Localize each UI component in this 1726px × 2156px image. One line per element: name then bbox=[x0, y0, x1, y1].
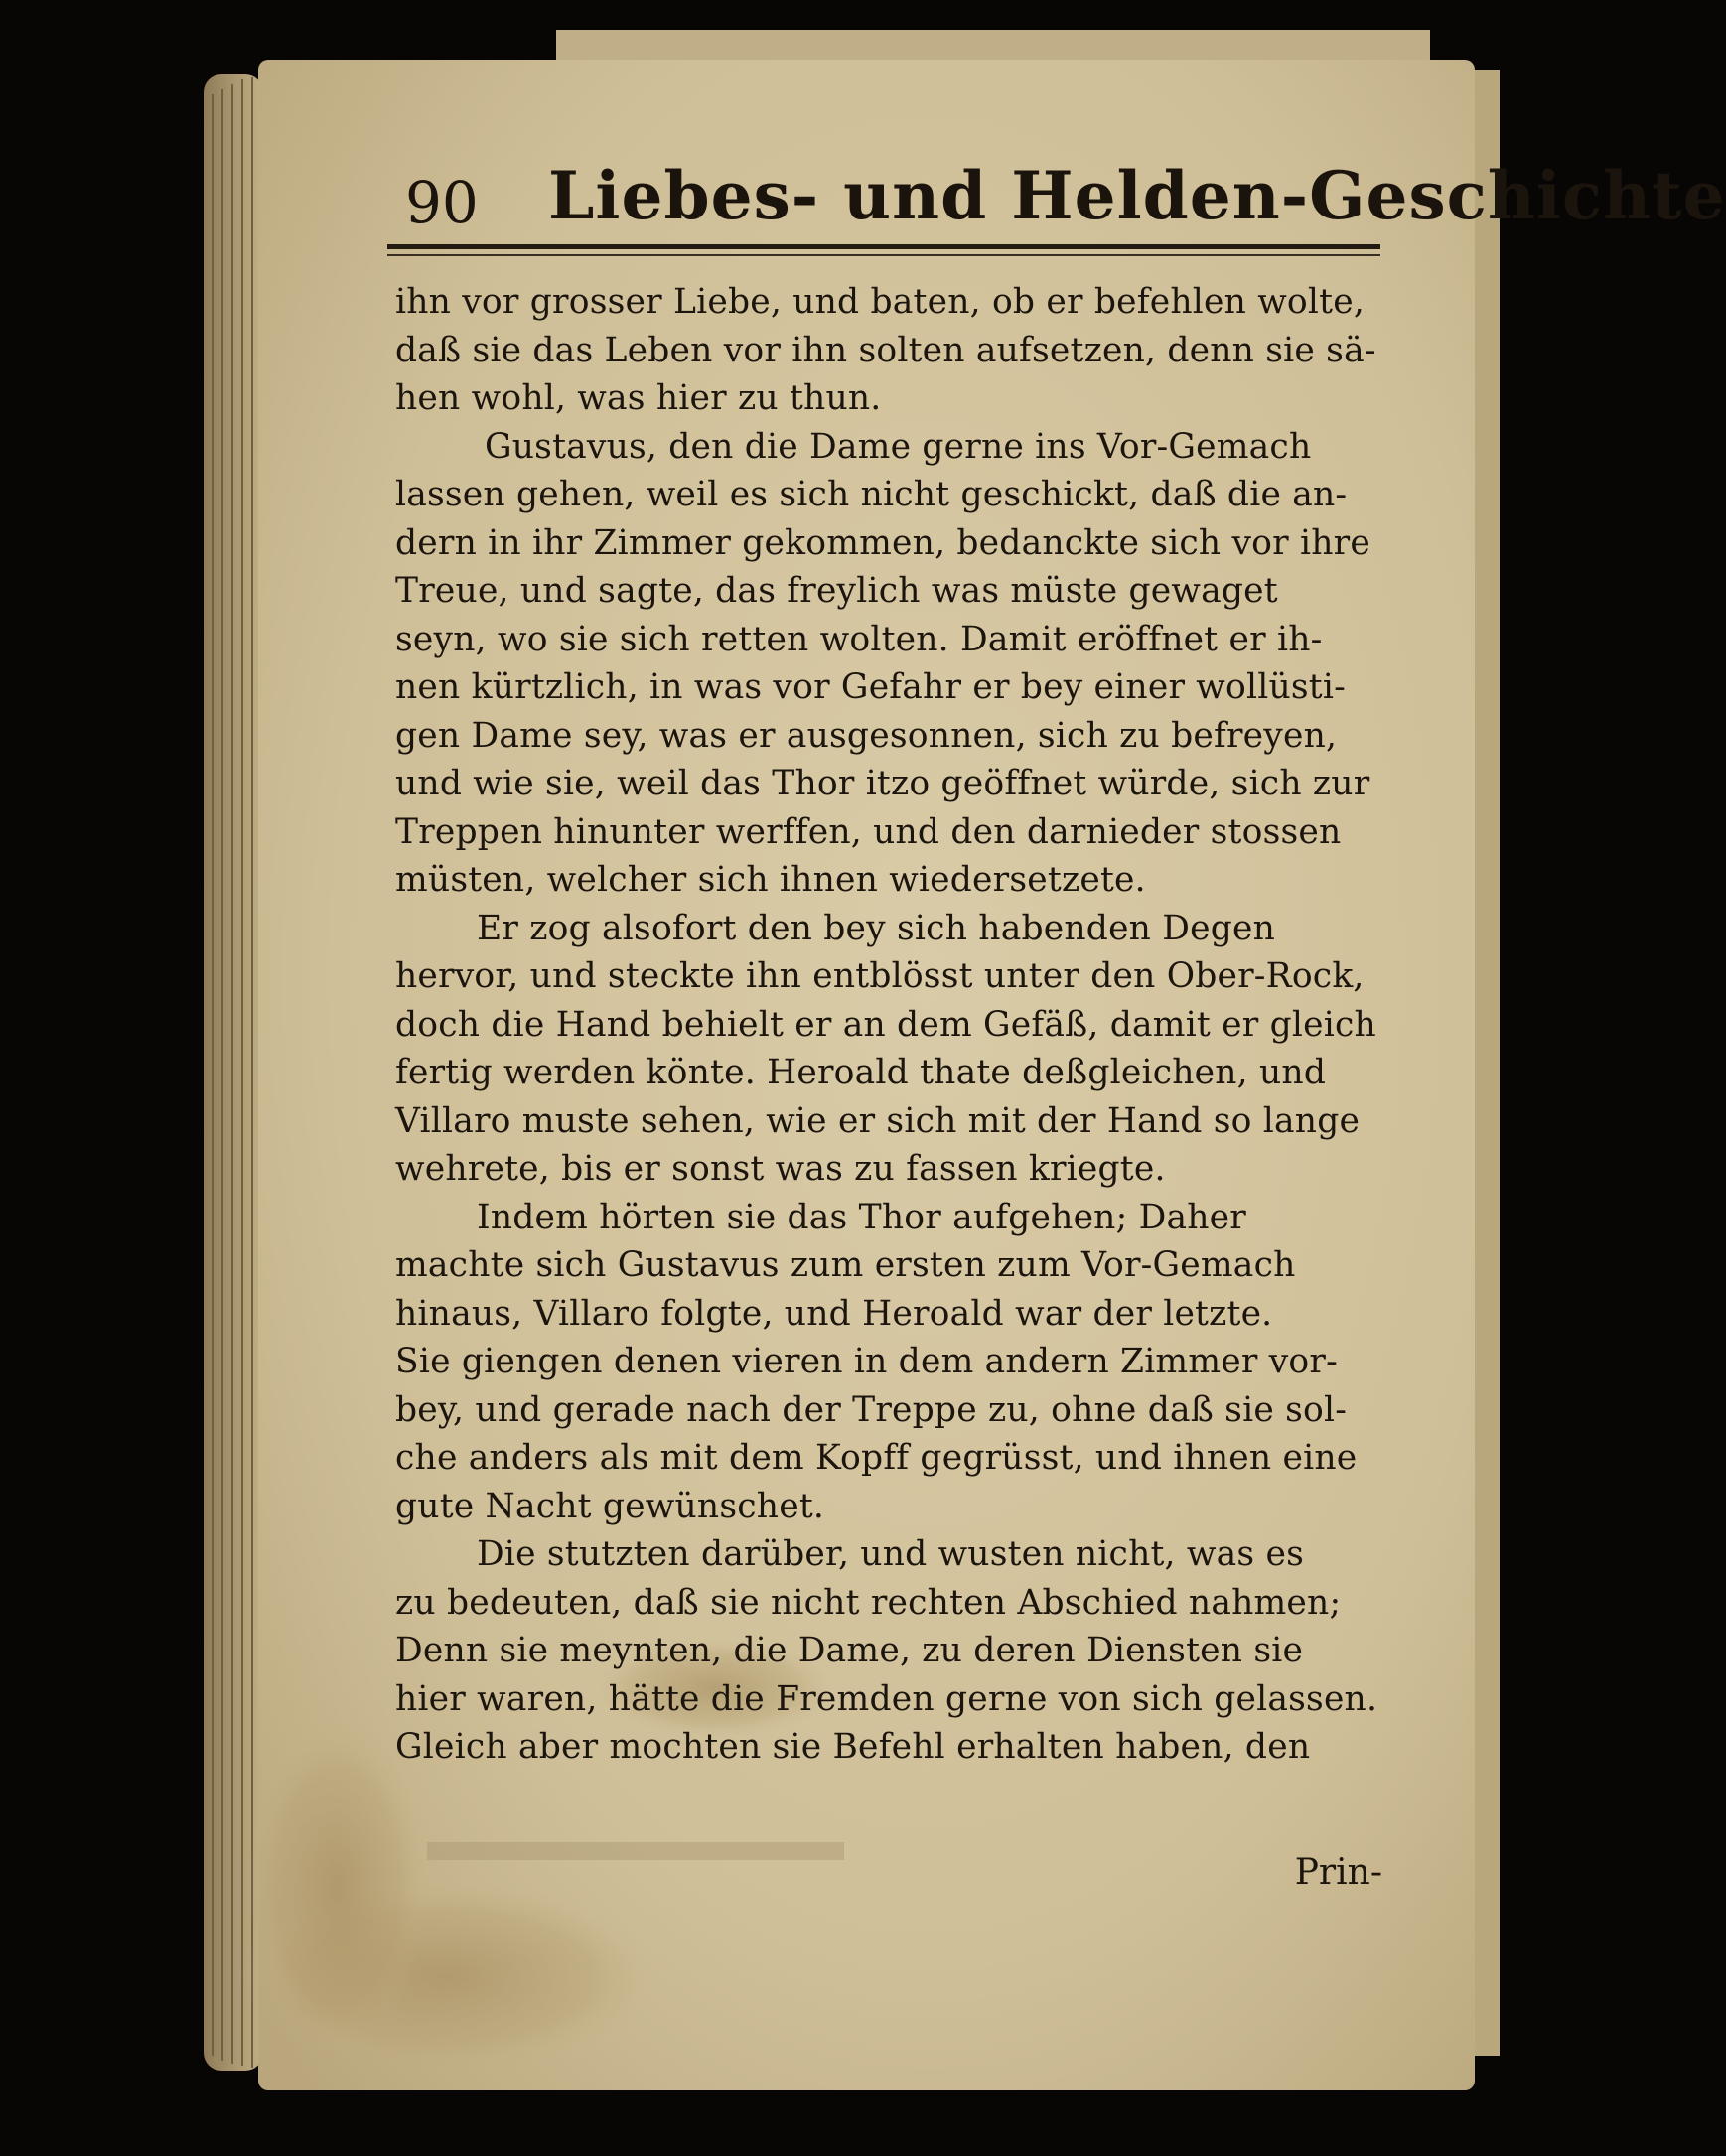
text-line: hinaus, Villaro folgte, und Heroald war der letzte. bbox=[395, 1293, 1273, 1334]
text-line: hervor, und steckte ihn entblösst unter den Ober-Rock, bbox=[395, 956, 1365, 996]
page-number: 90 bbox=[405, 169, 479, 236]
text-line: Denn sie meynten, die Dame, zu deren Diensten sie bbox=[395, 1631, 1304, 1670]
text-line: lassen gehen, weil es sich nicht geschickt, daß die an- bbox=[395, 475, 1348, 514]
text-line: Treppen hinunter werffen, und den darnieder stossen bbox=[395, 811, 1342, 852]
text-line: Gustavus, den die Dame gerne ins Vor-Gemach bbox=[485, 426, 1312, 467]
text-line: hier waren, hätte die Fremden gerne von sich gelassen. bbox=[395, 1678, 1378, 1719]
text-line: Gleich aber mochten sie Befehl erhalten haben, den bbox=[395, 1727, 1311, 1767]
text-line: bey, und gerade nach der Treppe zu, ohne daß sie sol- bbox=[395, 1389, 1348, 1430]
text-line: wehrete, bis er sonst was zu fassen kriegte. bbox=[395, 1149, 1166, 1189]
text-line: hen wohl, was hier zu thun. bbox=[395, 378, 882, 418]
text-line: dern in ihr Zimmer gekommen, bedanckte sich vor ihre bbox=[395, 522, 1370, 563]
catchword: Prin- bbox=[1294, 1852, 1382, 1893]
text-line: ihn vor grosser Liebe, und baten, ob er befehlen wolte, bbox=[395, 282, 1365, 322]
text-line: Treue, und sagte, das freylich was müste gewaget bbox=[395, 571, 1278, 611]
text-line: Villaro muste sehen, wie er sich mit der Hand so lange bbox=[395, 1100, 1361, 1141]
text-line: gen Dame sey, was er ausgesonnen, sich zu befreyen, bbox=[395, 715, 1338, 756]
text-line: zu bedeuten, daß sie nicht rechten Abschied nahmen; bbox=[395, 1582, 1342, 1623]
text-line: daß sie das Leben vor ihn solten aufsetzen, denn sie sä- bbox=[395, 330, 1376, 370]
text-line: müsten, welcher sich ihnen wiedersetzete. bbox=[395, 860, 1146, 900]
text-line: seyn, wo sie sich retten wolten. Damit eröffnet er ih- bbox=[395, 619, 1323, 659]
text-line: machte sich Gustavus zum ersten zum Vor-Gemach bbox=[395, 1245, 1296, 1285]
text-line: Er zog alsofort den bey sich habenden Degen bbox=[477, 908, 1276, 948]
header-rule bbox=[387, 244, 1380, 249]
text-line: nen kürtzlich, in was vor Gefahr er bey einer wollüsti- bbox=[395, 667, 1346, 707]
text-block bbox=[377, 149, 1726, 1917]
text-line: gute Nacht gewünschet. bbox=[395, 1486, 825, 1526]
text-line: doch die Hand behielt er an dem Gefäß, damit er gleich bbox=[395, 1004, 1376, 1045]
text-line: Die stutzten darüber, und wusten nicht, was es bbox=[477, 1534, 1304, 1574]
text-line: und wie sie, weil das Thor itzo geöffnet würde, sich zur bbox=[395, 764, 1370, 803]
running-title: Liebes- und Helden-Geschichte bbox=[548, 157, 1726, 234]
text-line: Sie giengen denen vieren in dem andern Zimmer vor- bbox=[395, 1342, 1338, 1381]
text-line: che anders als mit dem Kopff gegrüsst, und ihnen eine bbox=[395, 1438, 1358, 1478]
body-text bbox=[395, 278, 1388, 1772]
text-line: fertig werden könte. Heroald thate deßgleichen, und bbox=[395, 1053, 1327, 1092]
page-header bbox=[377, 149, 1726, 258]
text-line: Indem hörten sie das Thor aufgehen; Daher bbox=[477, 1197, 1246, 1237]
